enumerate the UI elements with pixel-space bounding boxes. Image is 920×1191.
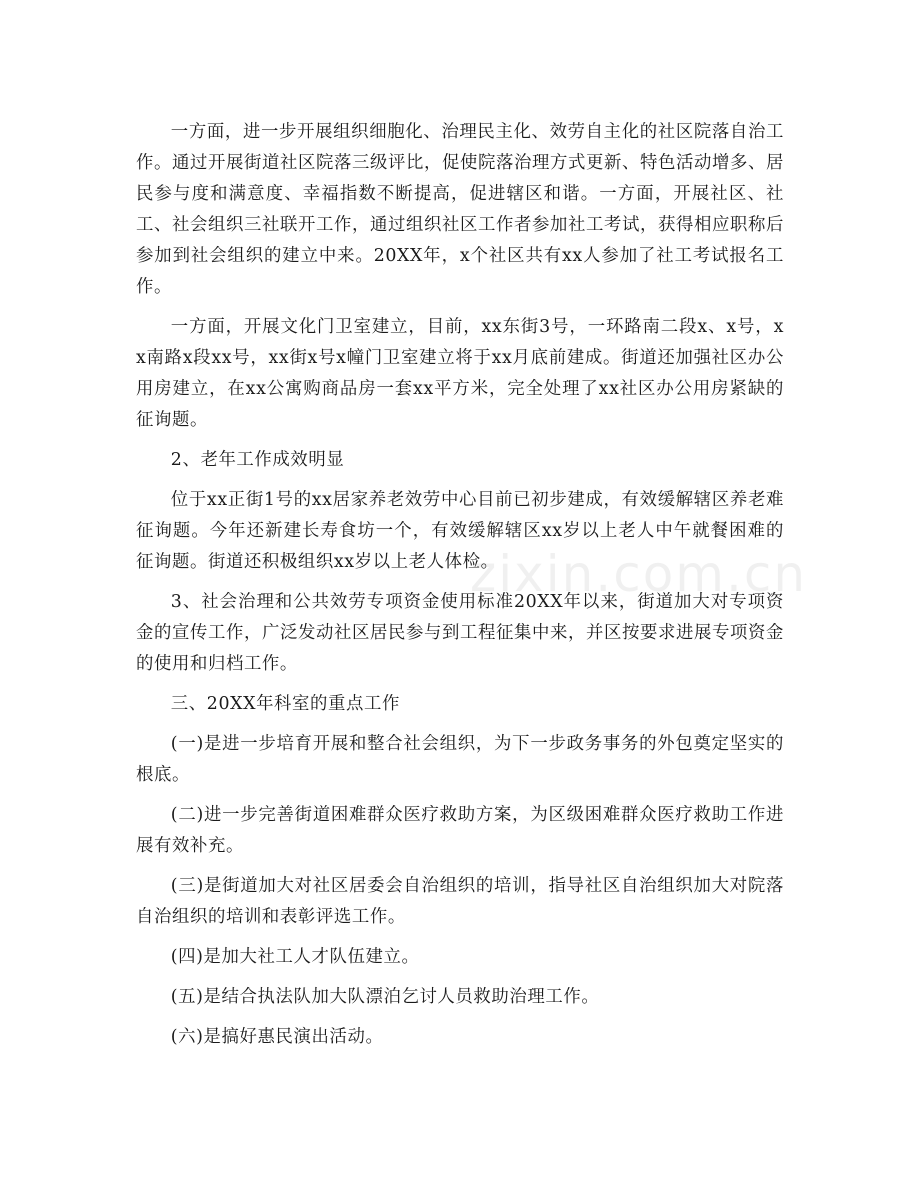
list-item-2: (二)进一步完善街道困难群众医疗救助方案，为区级困难群众医疗救助工作进展有效补充。	[136, 805, 784, 856]
document-body	[136, 117, 784, 1062]
list-item-6: (六)是搞好惠民演出活动。	[170, 1027, 384, 1047]
section-heading-key-work: 三、20XX年科室的重点工作	[170, 694, 400, 714]
paragraph-4: 3、社会治理和公共效劳专项资金使用标准20XX年以来，街道加大对专项资金的宣传工作，广泛发动社区居民参与到工程征集中来，并区按要求进展专项资金的使用和归档工作。	[136, 592, 784, 674]
list-item-4: (四)是加大社工人才队伍建立。	[170, 947, 420, 967]
paragraph-1: 一方面，进一步开展组织细胞化、治理民主化、效劳自主化的社区院落自治工作。通过开展街道社区院落三级评比，促使院落治理方式更新、特色活动增多、居民参与度和满意度、幸福指数不断提高，促进辖区和谐。一方面，开展社区、社工、社会组织三社联开工作，通过组织社区工作者参加社工考试，获得相应职称后参加到社会组织的建立中来。20XX年，x个社区共有xx人参加了社工考试报名工作。	[136, 122, 784, 297]
paragraph-2: 一方面，开展文化门卫室建立，目前，xx东街3号，一环路南二段x、x号，xx南路x段xx号，xx街x号x幢门卫室建立将于xx月底前建成。街道还加强社区办公用房建立，在xx公寓购商品房一套xx平方米，完全处理了xx社区办公用房紧缺的征询题。	[136, 317, 784, 430]
watermark: zixin.com.cn	[470, 545, 808, 603]
list-item-5: (五)是结合执法队加大队漂泊乞讨人员救助治理工作。	[170, 987, 600, 1007]
list-item-1: (一)是进一步培育开展和整合社会组织，为下一步政务事务的外包奠定坚实的根底。	[136, 734, 784, 785]
section-heading-elderly-work: 2、老年工作成效明显	[170, 450, 345, 470]
list-item-3: (三)是街道加大对社区居委会自治组织的培训，指导社区自治组织加大对院落自治组织的培训和表彰评选工作。	[136, 876, 784, 927]
paragraph-3: 位于xx正街1号的xx居家养老效劳中心目前已初步建成，有效缓解辖区养老难征询题。今年还新建长寿食坊一个，有效缓解辖区xx岁以上老人中午就餐困难的征询题。街道还积极组织xx岁以上老人体检。	[136, 490, 784, 572]
